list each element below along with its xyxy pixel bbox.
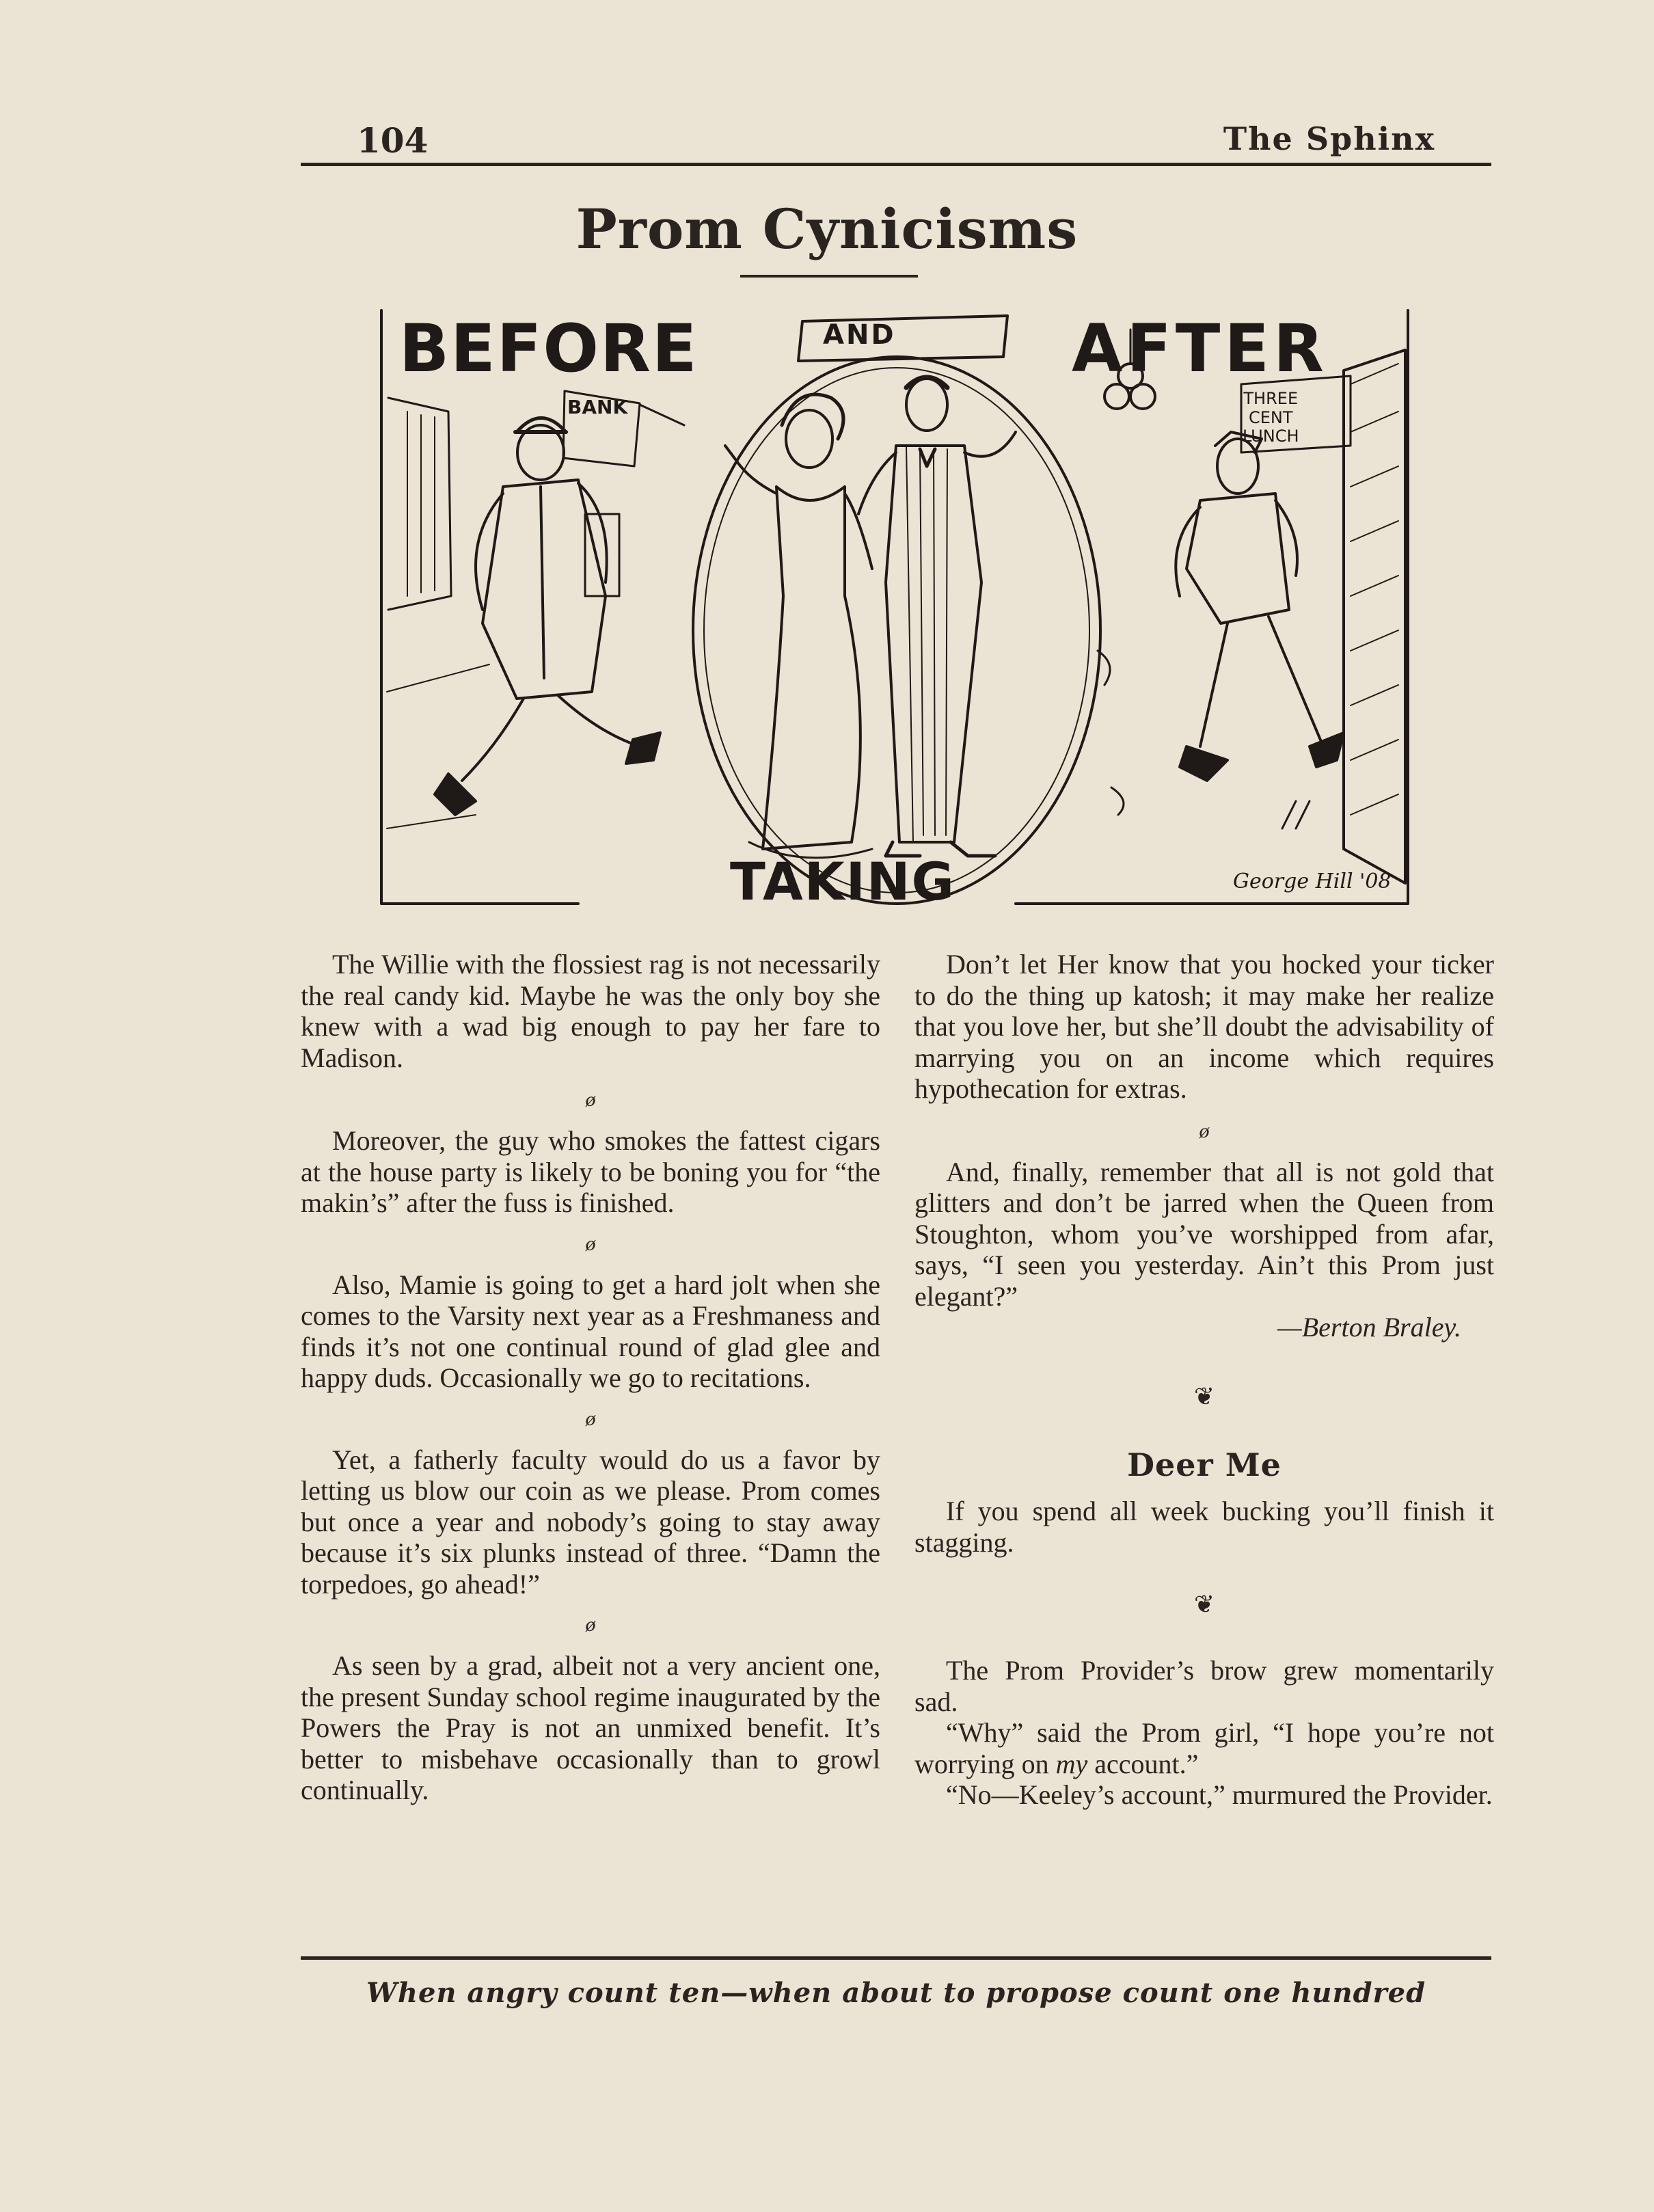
- paragraph: Don’t let Her know that you hocked your ticker to do the thing up katosh; it may make her realize that you love her, but she’ll doubt the advisability of marrying you on an income which requires hypothecation for extras.: [914, 949, 1494, 1104]
- cartoon-label-taking: TAKING: [730, 851, 955, 912]
- lunch-sign-line: THREE: [1243, 389, 1299, 408]
- bank-sign: BANK: [567, 396, 628, 418]
- title-underline: [740, 275, 918, 278]
- page-header: [301, 116, 1491, 166]
- cartoon-label-before: BEFORE: [399, 310, 699, 387]
- paragraph: Moreover, the guy who smokes the fattest cigars at the house party is likely to be boning you for “the makin’s” after the fuss is finished.: [301, 1125, 880, 1218]
- paragraph: The Prom Provider’s brow grew momentarily sad.: [914, 1655, 1494, 1717]
- cartoon-label-after: AFTER: [1072, 310, 1328, 387]
- fleuron-ornament: ❦: [1193, 1591, 1215, 1618]
- dingbat-separator: ø: [1199, 1119, 1210, 1142]
- footer-rule: [301, 1956, 1491, 1960]
- lunch-sign: [1243, 390, 1299, 446]
- footer-motto: When angry count ten—when about to propose count one hundred: [366, 1977, 1426, 2009]
- lunch-sign-line: CENT: [1248, 407, 1293, 427]
- lunch-sign-line: LUNCH: [1243, 427, 1299, 446]
- before-and-after-cartoon: [380, 309, 1411, 911]
- section-title: Deer Me: [1127, 1446, 1282, 1483]
- artist-signature: George Hill '08: [1233, 869, 1392, 893]
- dingbat-separator: ø: [585, 1088, 596, 1111]
- author-signature: —Berton Braley.: [1277, 1312, 1461, 1343]
- dingbat-separator: ø: [585, 1232, 596, 1255]
- cartoon-label-and: AND: [823, 319, 896, 351]
- running-title: The Sphinx: [1223, 120, 1435, 157]
- dingbat-separator: ø: [585, 1613, 596, 1636]
- paragraph: Also, Mamie is going to get a hard jolt when she comes to the Varsity next year as a Freshmaness and finds it’s not one continual round of glad glee and happy duds. Occasionally we go to recitations.: [301, 1269, 880, 1393]
- paragraph: Yet, a fatherly faculty would do us a favor by letting us blow our coin as we please. Prom comes but once a year and nobody’s going to stay away because it’s six plunks instead of three. “Damn the torpedoes, go ahead!”: [301, 1444, 880, 1600]
- left-column: [301, 949, 880, 1806]
- quote-text: “Why” said the Prom girl, “I hope you’re not worrying on: [914, 1717, 1494, 1779]
- page-title: Prom Cynicisms: [575, 197, 1079, 261]
- paragraph: “No—Keeley’s account,” murmured the Provider.: [946, 1779, 1493, 1810]
- quote-text: account.”: [1087, 1748, 1199, 1779]
- page-number: 104: [357, 120, 429, 161]
- emphasis-text: my: [1055, 1748, 1088, 1779]
- paragraph: As seen by a grad, albeit not a very ancient one, the present Sunday school regime inaugurated by the Powers the Pray is not an unmixed benefit. It’s better to misbehave occasionally than to growl continually.: [301, 1650, 880, 1805]
- paragraph: If you spend all week bucking you’ll finish it stagging.: [914, 1496, 1494, 1558]
- right-column: [914, 949, 1494, 1811]
- fleuron-ornament: ❦: [1193, 1382, 1215, 1410]
- paragraph: [914, 1717, 1494, 1779]
- dingbat-separator: ø: [585, 1407, 596, 1430]
- paragraph: The Willie with the flossiest rag is not necessarily the real candy kid. Maybe he was the only boy she knew with a wad big enough to pay her fare to Madison.: [301, 949, 880, 1073]
- paragraph: And, finally, remember that all is not gold that glitters and don’t be jarred when the Queen from Stoughton, whom you’ve worshipped from afar, says, “I seen you yesterday. Ain’t this Prom just elegant?”: [914, 1156, 1494, 1312]
